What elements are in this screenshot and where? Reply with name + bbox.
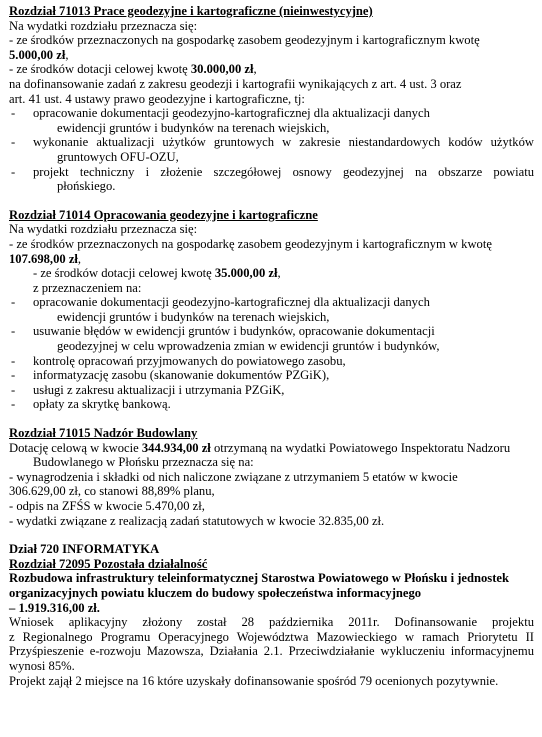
subsidy-line: - ze środków dotacji celowej kwotę 35.000,00 zł, — [33, 266, 281, 281]
section-heading-71015: Rozdział 71015 Nadzór Budowlany — [9, 426, 198, 441]
purpose-line: na dofinansowanie zadań z zakresu geodezji i kartografii wynikających z art. 4 ust. 3 oraz — [9, 76, 462, 91]
purpose-line-2: art. 41 ust. 4 ustawy prawo geodezyjne i kartograficzne, tj: — [9, 91, 305, 106]
section-heading-71013: Rozdział 71013 Prace geodezyjne i kartograficzne (nieinwestycyjne) — [9, 4, 373, 18]
expense-line: - wydatki związane z realizacją zadań statutowych w kwocie 32.835,00 zł. — [9, 513, 385, 528]
project-title: Rozbudowa infrastruktury teleinformatycznej Starostwa Powiatowego w Płońsku i jednostek — [9, 571, 509, 586]
funding-amount: 5.000,00 zł — [9, 47, 66, 62]
list-item: - informatyzację zasobu (skanowanie dokumentów PZGiK), — [11, 368, 330, 383]
purpose-line: z przeznaczeniem na: — [33, 280, 142, 295]
list-item: - projekt techniczny i złożenie szczegółowej osnowy geodezyjnej na obszarze powiatu płońskiego. — [11, 164, 534, 194]
expense-line: 306.629,00 zł, co stanowi 88,89% planu, — [9, 484, 215, 499]
funding-line: - ze środków przeznaczonych na gospodarkę zasobem geodezyjnym i kartograficznym kwotę — [9, 33, 480, 48]
list-item: - opłaty za skrytkę bankową. — [11, 397, 171, 412]
funding-line: - ze środków przeznaczonych na gospodarkę zasobem geodezyjnym i kartograficznym w kwotę — [9, 236, 492, 251]
list-item: - wykonanie aktualizacji użytków gruntowych w zakresie niestandardowych kodów użytków gruntowych OFU-OZU, — [11, 135, 534, 164]
section-heading-72095: Rozdział 72095 Pozostała działalność — [9, 556, 208, 571]
list-item: - opracowanie dokumentacji geodezyjno-kartograficznej dla aktualizacji danych ewidencji gruntów i budynków na terenach wiejskich, — [11, 295, 430, 324]
funding-amount: 107.698,00 zł — [9, 251, 78, 266]
project-title-2: organizacyjnych powiatu kluczem do budowy społeczeństwa informacyjnego — [9, 585, 422, 600]
grant-amount: 344.934,00 zł — [141, 440, 211, 455]
subsidy-line: - ze środków dotacji celowej kwotę 30.000,00 zł, — [9, 62, 257, 77]
paragraph-line: Projekt zajął 2 miejsce na 16 które uzyskały dofinansowanie spośród 79 ocenionych pozytywnie. — [9, 673, 499, 688]
list-item: - kontrolę opracowań przyjmowanych do powiatowego zasobu, — [11, 353, 346, 368]
section-heading-71014: Rozdział 71014 Opracowania geodezyjne i kartograficzne — [9, 207, 318, 222]
funding-amount-line: 107.698,00 zł, — [9, 251, 82, 266]
subsidy-amount: 35.000,00 zł — [214, 266, 278, 281]
expense-line: - odpis na ZFŚS w kwocie 5.470,00 zł, — [9, 499, 205, 513]
list-item: - usuwanie błędów w ewidencji gruntów i budynków, opracowanie dokumentacji geodezyjnej w celu wprowadzenia zmian w ewidencji gruntów i budynków, — [11, 324, 440, 354]
subsidy-amount: 30.000,00 zł — [190, 62, 254, 77]
paragraph-line: wynosi 85%. — [9, 658, 75, 673]
paragraph-line: Wniosek aplikacyjny złożony został 28 października 2011r. Dofinansowanie projektu — [9, 615, 534, 630]
section-intro: Na wydatki rozdziału przeznacza się: — [9, 222, 198, 237]
grant-line-2: Budowlanego w Płońsku przeznacza się na: — [33, 455, 254, 470]
paragraph-line: Przyśpieszenie e-rozwoju Mazowsza, Działania 2.1. Przeciwdziałanie wykluczeniu informacyjnemu — [9, 644, 534, 659]
grant-line: Dotację celową w kwocie 344.934,00 zł otrzymaną na wydatki Powiatowego Inspektoratu Nadzoru — [9, 440, 511, 455]
project-amount: – 1.919.316,00 zł. — [9, 600, 100, 615]
paragraph-line: z Regionalnego Programu Operacyjnego Województwa Mazowieckiego w ramach Priorytetu II — [9, 629, 534, 644]
funding-amount-line: 5.000,00 zł, — [9, 47, 69, 62]
list-item: - usługi z zakresu aktualizacji i utrzymania PZGiK, — [11, 382, 285, 397]
expense-line: - wynagrodzenia i składki od nich naliczone związane z utrzymaniem 5 etatów w kwocie — [9, 469, 458, 484]
section-intro: Na wydatki rozdziału przeznacza się: — [9, 18, 198, 33]
dzial-heading: Dział 720 INFORMATYKA — [9, 542, 160, 557]
list-item: - opracowanie dokumentacji geodezyjno-kartograficznej dla aktualizacji danych ewidencji gruntów i budynków na terenach wiejskich, — [11, 106, 430, 135]
